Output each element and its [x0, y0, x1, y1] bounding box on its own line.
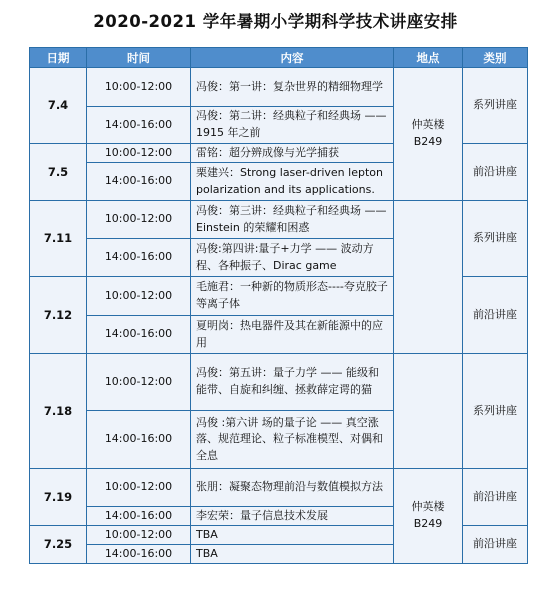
- time-cell: 10:00-12:00: [87, 144, 191, 163]
- table-row: [30, 201, 528, 239]
- date-cell: 7.19: [30, 469, 87, 526]
- date-cell: 7.11: [30, 201, 87, 277]
- schedule-table: [29, 47, 528, 564]
- header-type: 类别: [463, 48, 528, 68]
- content-cell: 冯俊：第一讲：复杂世界的精细物理学: [191, 68, 394, 107]
- time-cell: 10:00-12:00: [87, 201, 191, 239]
- page-title: 2020-2021 学年暑期小学期科学技术讲座安排: [93, 12, 458, 31]
- time-cell: 14:00-16:00: [87, 107, 191, 144]
- table-row: [30, 354, 528, 411]
- place-cell: 仲英楼 B249: [394, 469, 463, 564]
- content-cell: 李宏荣：量子信息技术发展: [191, 507, 394, 526]
- content-cell: 栗建兴：Strong laser-driven lepton polarization and its applications.: [191, 163, 394, 201]
- type-cell: 前沿讲座: [463, 277, 528, 354]
- type-cell: 系列讲座: [463, 201, 528, 277]
- time-cell: 14:00-16:00: [87, 545, 191, 564]
- time-cell: 10:00-12:00: [87, 277, 191, 316]
- content-cell: 冯俊：第三讲：经典粒子和经典场 —— Einstein 的荣耀和困惑: [191, 201, 394, 239]
- time-cell: 14:00-16:00: [87, 239, 191, 277]
- time-cell: 10:00-12:00: [87, 526, 191, 545]
- place-cell: 仲英楼 B249: [394, 68, 463, 201]
- header-time: 时间: [87, 48, 191, 68]
- time-cell: 10:00-12:00: [87, 68, 191, 107]
- content-cell: 夏明岗：热电器件及其在新能源中的应用: [191, 316, 394, 354]
- time-cell: 14:00-16:00: [87, 316, 191, 354]
- content-cell: TBA: [191, 526, 394, 545]
- content-cell: 毛施君：一种新的物质形态----夸克胶子等离子体: [191, 277, 394, 316]
- header-date: 日期: [30, 48, 87, 68]
- type-cell: 前沿讲座: [463, 144, 528, 201]
- date-cell: 7.5: [30, 144, 87, 201]
- content-cell: 冯俊：第二讲：经典粒子和经典场 —— 1915 年之前: [191, 107, 394, 144]
- type-cell: 系列讲座: [463, 354, 528, 469]
- type-cell: 系列讲座: [463, 68, 528, 144]
- type-cell: 前沿讲座: [463, 526, 528, 564]
- type-cell: 前沿讲座: [463, 469, 528, 526]
- header-place: 地点: [394, 48, 463, 68]
- place-cell-empty: [394, 354, 463, 469]
- content-cell: 雷铭：超分辨成像与光学捕获: [191, 144, 394, 163]
- content-cell: 冯俊:第四讲:量子+力学 —— 波动方程、各种振子、Dirac game: [191, 239, 394, 277]
- time-cell: 14:00-16:00: [87, 163, 191, 201]
- date-cell: 7.12: [30, 277, 87, 354]
- time-cell: 14:00-16:00: [87, 507, 191, 526]
- content-cell: 冯俊 :第六讲 场的量子论 —— 真空涨落、规范理论、粒子标准模型、对偶和全息: [191, 411, 394, 469]
- table-row: [30, 469, 528, 507]
- content-cell: 冯俊：第五讲：量子力学 —— 能级和能带、自旋和纠缠、拯救薛定谔的猫: [191, 354, 394, 411]
- header-row: [30, 48, 528, 68]
- content-cell: TBA: [191, 545, 394, 564]
- place-cell-empty: [394, 201, 463, 354]
- time-cell: 14:00-16:00: [87, 411, 191, 469]
- time-cell: 10:00-12:00: [87, 469, 191, 507]
- time-cell: 10:00-12:00: [87, 354, 191, 411]
- date-cell: 7.18: [30, 354, 87, 469]
- table-row: [30, 68, 528, 107]
- date-cell: 7.25: [30, 526, 87, 564]
- date-cell: 7.4: [30, 68, 87, 144]
- content-cell: 张朋：凝聚态物理前沿与数值模拟方法: [191, 469, 394, 507]
- header-content: 内容: [191, 48, 394, 68]
